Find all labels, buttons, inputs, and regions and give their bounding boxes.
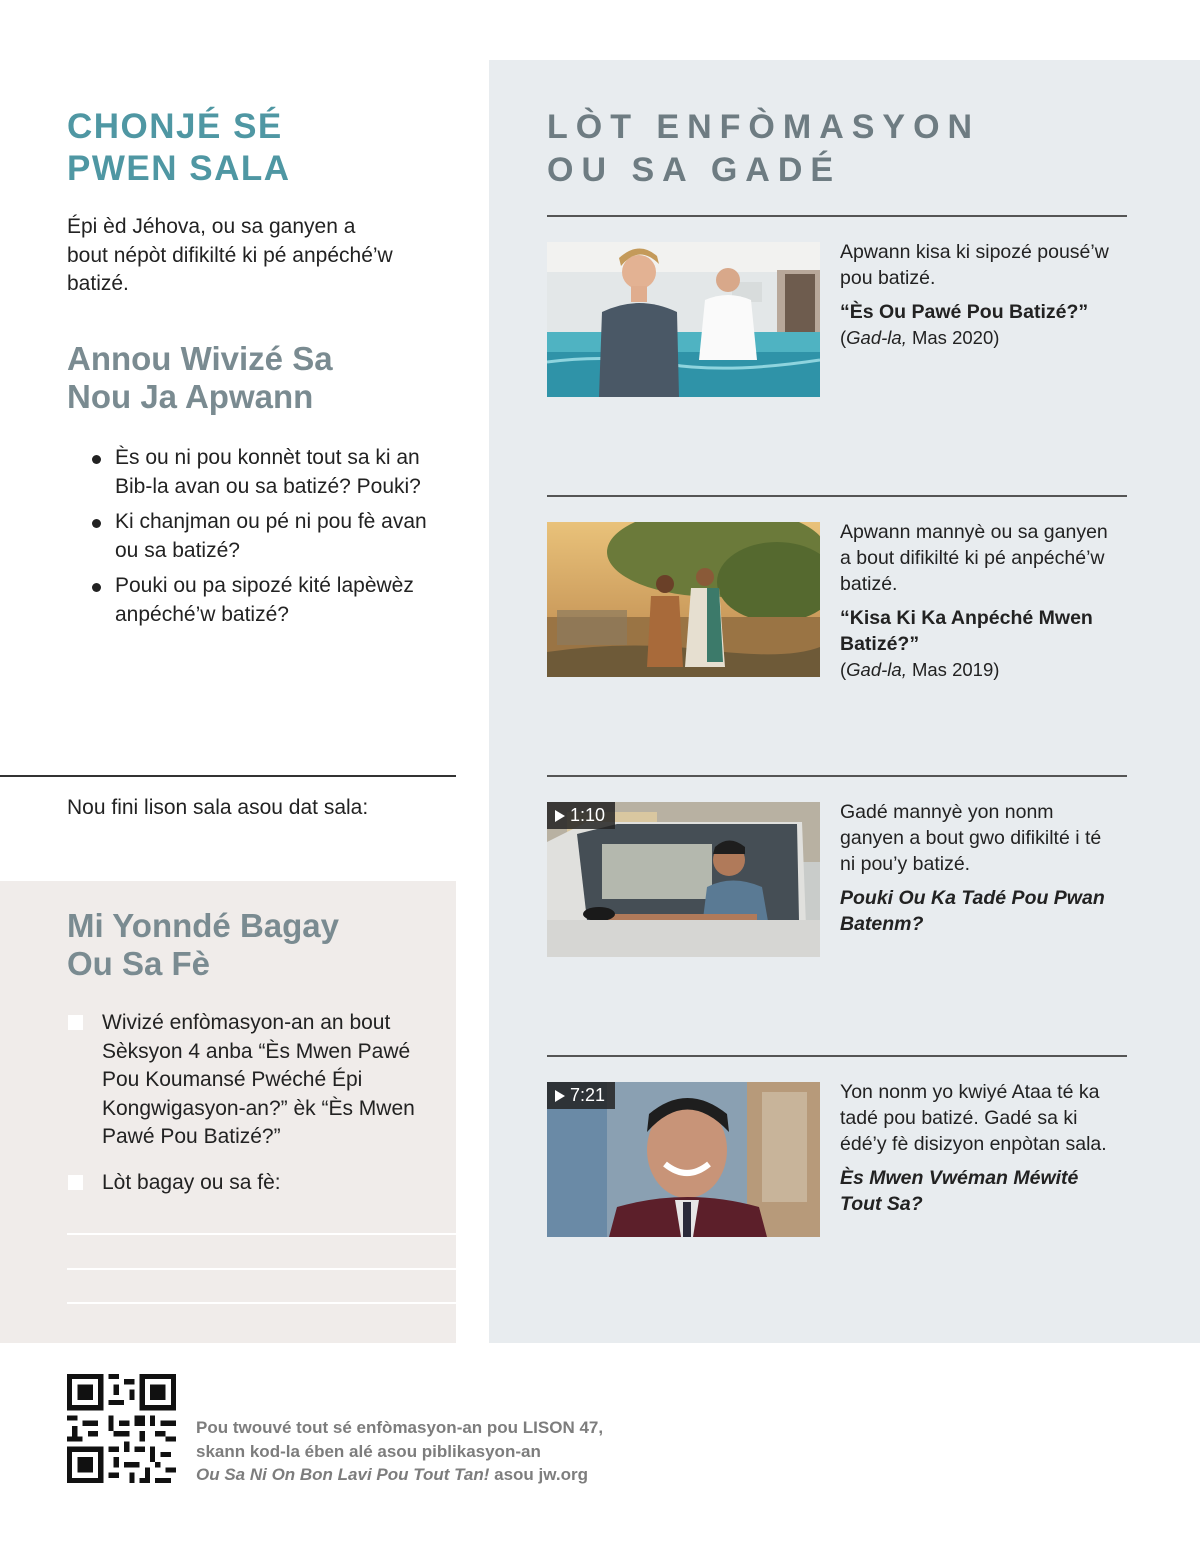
article-link[interactable]: “Kisa Ki Ka Anpéché Mwen Batizé?” (840, 607, 1093, 655)
qr-code-icon[interactable] (67, 1374, 176, 1483)
write-in-line[interactable] (67, 1268, 456, 1270)
write-in-line[interactable] (67, 1302, 456, 1304)
intro-text: Épi èd Jéhova, ou sa ganyen a bout népòt difikilté ki pé anpéché’w batizé. (67, 215, 393, 295)
divider (0, 775, 456, 777)
list-item: Ki chanjman ou pé ni pou fè avan ou sa batizé? (92, 508, 452, 565)
play-icon (555, 810, 565, 822)
bullet-icon (92, 583, 101, 592)
divider (547, 775, 1127, 777)
video-duration-badge: 1:10 (547, 802, 615, 829)
write-in-line[interactable] (67, 1233, 456, 1235)
bullet-icon (92, 455, 101, 464)
video-link[interactable]: Pouki Ou Ka Tadé Pou Pwan Batenm? (840, 887, 1105, 935)
article-link[interactable]: “Ès Ou Pawé Pou Batizé?” (840, 301, 1089, 323)
more-info-heading: LÒT ENFÒMASYON OU SA GADÉ (547, 108, 981, 189)
divider (547, 215, 1127, 217)
list-item: Pouki ou pa sipozé kité lapèwèz anpéché’w batizé? (92, 572, 452, 629)
video-link[interactable]: Ès Mwen Vwéman Méwité Tout Sa? (840, 1167, 1079, 1215)
entry-text: Yon nonm yo kwiyé Ataa té ka tadé pou batizé. Gadé sa ki édé’y fè disizyon enpòtan sala. Ès Mwen Vwéman Méwité Tout Sa? (840, 1079, 1110, 1217)
footer-text: Pou twouvé tout sé enfòmasyon-an pou LISON 47, skann kod-la ében alé asou piblikasyon-an Ou Sa Ni On Bon Lavi Pou Tout Tan! asou jw.org (196, 1418, 604, 1484)
video-duration-badge: 7:21 (547, 1082, 615, 1109)
play-icon (555, 1090, 565, 1102)
goal-heading: Mi Yonndé Bagay Ou Sa Fè (67, 907, 339, 982)
entry-text: Apwann kisa ki sipozé pousé’w pou batizé. “Ès Ou Pawé Pou Batizé?” (Gad-la, Mas 2020) (840, 241, 1109, 348)
review-questions (92, 444, 452, 636)
entry-text: Apwann mannyè ou sa ganyen a bout difikilté ki pé anpéché’w batizé. “Kisa Ki Ka Anpéché Mwen Batizé?” (Gad-la, Mas 2019) (840, 519, 1110, 683)
smiling-man-video[interactable] (547, 1082, 820, 1237)
woman-baptism-pool-photo[interactable] (547, 242, 820, 397)
task-list (67, 1009, 447, 1214)
entry-text: Gadé mannyè yon nonm ganyen a bout gwo difikilté i té ni pou’y batizé. Pouki Ou Ka Tadé Pou Pwan Batenm? (840, 799, 1110, 937)
list-item: Ès ou ni pou konnèt tout sa ki an Bib-la avan ou sa batizé? Pouki? (92, 444, 452, 501)
task-checkbox[interactable] (68, 1015, 83, 1030)
finished-date-label: Nou fini lison sala asou dat sala: (67, 796, 369, 819)
page-title: CHONJÉ SÉ PWEN SALA (67, 107, 291, 188)
philip-ethiopian-painting[interactable] (547, 522, 820, 677)
task-checkbox[interactable] (68, 1175, 83, 1190)
review-heading: Annou Wivizé Sa Nou Ja Apwann (67, 340, 333, 415)
man-driving-car-video[interactable] (547, 802, 820, 957)
task-item: Lòt bagay ou sa fè: (67, 1169, 447, 1198)
bullet-icon (92, 519, 101, 528)
divider (547, 495, 1127, 497)
task-item: Wivizé enfòmasyon-an an bout Sèksyon 4 anba “Ès Mwen Pawé Pou Koumansé Pwéché Épi Kongwigasyon-an?” èk “Ès Mwen Pawé Pou Batizé?” (67, 1009, 447, 1152)
divider (547, 1055, 1127, 1057)
